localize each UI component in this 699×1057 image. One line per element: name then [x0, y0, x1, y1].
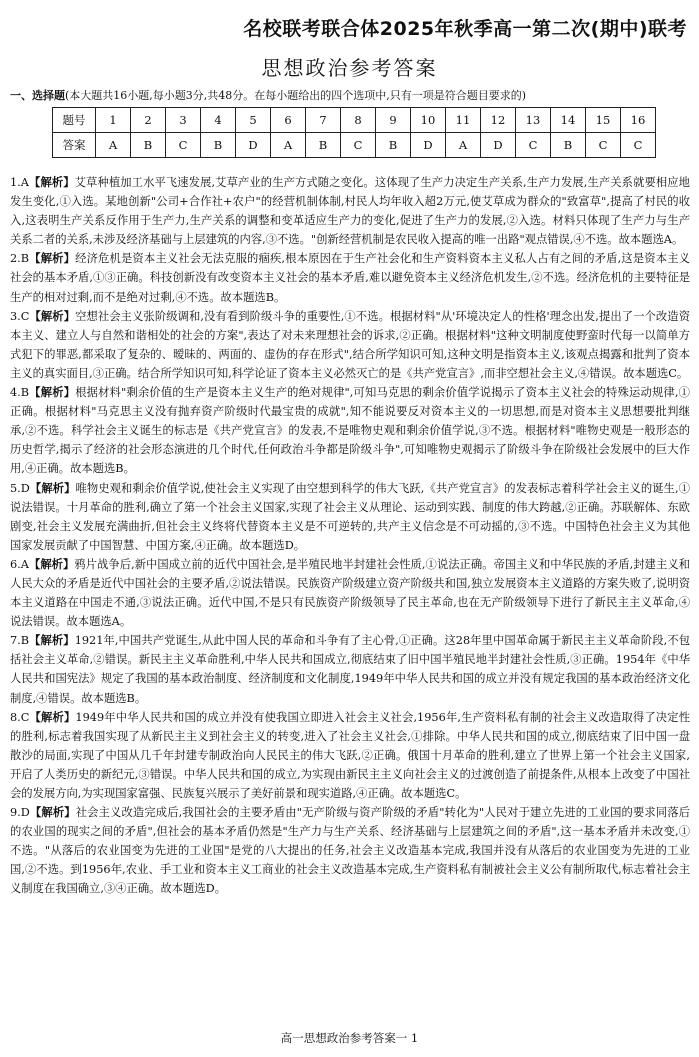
item-lead: 8.C — [10, 710, 30, 724]
item-text: 鸦片战争后,新中国成立前的近代中国社会,是半殖民地半封建社会性质,①说法正确。帝国主义和中华民族的矛盾,封建主义和人民大众的矛盾是近代中国社会的主要矛盾,②说法错误。民族资产阶级建立资产阶级共和国,独立发展资本主义道路的方案失败了,说明资本主义道路在中国走不通,③说法正确。近代中国,不是只有民族资产阶级领导了民主革命,也在无产阶级领导下进行了新民主主义革命,④说法错误。故本题选A。 — [10, 557, 690, 629]
item-text: 1921年,中国共产党诞生,从此中国人民的革命和斗争有了主心骨,①正确。这28年里中国革命属于新民主主义革命阶段,不包括社会主义革命,②错误。新民主主义革命胜利,中华人民共和国成立,彻底结束了旧中国半殖民地半封建社会性质,③正确。1954年《中华人民共和国宪法》规定了我国的基本政治制度、经济制度和文化制度,1949年中华人民共和国的成立并没有规定我国的基本政治经济文化制度,④错误。故本题选B。 — [10, 634, 690, 705]
item-lead: 3.C — [10, 309, 30, 323]
question-number: 2 — [131, 108, 166, 133]
question-number: 4 — [201, 108, 236, 133]
explanation-item — [10, 803, 690, 898]
question-number: 5 — [236, 108, 271, 133]
explanation-item — [10, 307, 690, 383]
answer-table — [52, 107, 656, 158]
section-label: 一、选择题 — [10, 89, 65, 102]
item-text: 经济危机是资本主义社会无法克服的痼疾,根本原因在于生产社会化和生产资料资本主义私人占有之间的矛盾,这是资本主义社会的基本矛盾,①③正确。科技创新没有改变资本主义社会的基本矛盾,难以避免资本主义经济危机发生,②不选。经济危机的主要特征是生产的相对过剩,而不是绝对过剩,④不选。故本题选B。 — [10, 252, 690, 304]
explanation-item — [10, 479, 690, 555]
item-lead: 9.D — [10, 806, 30, 820]
answer-cell: A — [446, 133, 481, 158]
item-lead: 5.D — [10, 481, 30, 495]
item-text: 社会主义改造完成后,我国社会的主要矛盾由"无产阶级与资产阶级的矛盾"转化为"人民对于建立先进的工业国的要求同落后的农业国的现实之间的矛盾",但社会的基本矛盾仍然是"生产力与生产关系、经济基础与上层建筑之间的矛盾",这一基本矛盾并未改变,①不选。"从落后的农业国变为先进的工业国"是党的八大提出的任务,社会主义改造基本完成,我国并没有从落后的农业国变为先进的工业国,②不选。到1956年,农业、手工业和资本主义工商业的社会主义改造基本完成,生产资料私有制被社会主义公有制所取代,标志着社会主义制度在我国确立,③④正确。故本题选D。 — [10, 806, 690, 896]
question-number: 9 — [376, 108, 411, 133]
analysis-tag: 【解析】 — [29, 309, 76, 323]
answer-table-answer-row — [53, 133, 656, 158]
question-number: 13 — [516, 108, 551, 133]
answer-cell: D — [236, 133, 271, 158]
page-title: 思想政治参考答案 — [261, 56, 438, 80]
item-lead: 4.B — [10, 386, 30, 400]
item-text: 1949年中华人民共和国的成立并没有使我国立即进入社会主义社会,1956年,生产资料私有制的社会主义改造取得了决定性的胜利,标志着我国实现了从新民主主义到社会主义的转变,进入了社会主义社会,①排除。中华人民共和国的成立,彻底结束了旧中国一盘散沙的局面,实现了中国从几千年封建专制政治向人民民主的伟大飞跃,②正确。俄国十月革命的胜利,建立了世界上第一个社会主义国家,开启了人类历史的新纪元,③错误。中华人民共和国的成立,为实现由新民主主义向社会主义的过渡创造了前提条件,从根本上改变了中国社会的发展方向,为实现国家富强、民族复兴展示了美好前景和现实道路,④正确。故本题选C。 — [10, 710, 690, 800]
answer-cell: A — [96, 133, 131, 158]
answer-cell: D — [481, 133, 516, 158]
answer-cell: B — [201, 133, 236, 158]
answer-cell: C — [621, 133, 656, 158]
explanation-item — [10, 555, 690, 631]
answer-cell: B — [306, 133, 341, 158]
question-number: 1 — [96, 108, 131, 133]
answer-cell: A — [271, 133, 306, 158]
answer-cell: C — [341, 133, 376, 158]
row-header-answer: 答案 — [53, 133, 96, 158]
analysis-tag: 【解析】 — [29, 252, 76, 266]
question-number: 15 — [586, 108, 621, 133]
question-number: 16 — [621, 108, 656, 133]
question-number: 14 — [551, 108, 586, 133]
item-lead: 6.A — [10, 557, 29, 571]
answer-cell: B — [131, 133, 166, 158]
question-number: 12 — [481, 108, 516, 133]
question-number: 3 — [166, 108, 201, 133]
page-footer: 高一思想政治参考答案一 1 — [280, 1031, 419, 1045]
explanation-item — [10, 249, 690, 306]
answer-cell: C — [166, 133, 201, 158]
section-heading — [10, 87, 526, 103]
item-text: 唯物史观和剩余价值学说,使社会主义实现了由空想到科学的伟大飞跃,《共产党宣言》的发表标志着科学社会主义的诞生,①说法错误。十月革命的胜利,确立了第一个社会主义国家,实现了社会主义从理论、运动到实践、制度的伟大跨越,②正确。苏联解体、东欧剧变,社会主义发展充满曲折,但社会主义终将代替资本主义是不可逆转的,共产主义信念是不可动摇的,③不选。中国特色社会主义为其他国家发展贡献了中国智慧、中国方案,④正确。故本题选D。 — [10, 481, 690, 552]
answer-cell: B — [376, 133, 411, 158]
exam-title: 名校联考联合体2025年秋季高一第二次(期中)联考 — [243, 18, 687, 40]
question-number: 8 — [341, 108, 376, 133]
explanation-list — [10, 173, 690, 899]
answer-cell: D — [411, 133, 446, 158]
answer-cell: C — [516, 133, 551, 158]
answer-table-number-row — [53, 108, 656, 133]
item-text: 空想社会主义张阶级调和,没有看到阶级斗争的重要性,①不选。根据材料"从'环境决定人的性格'理念出发,提出了一个改造资本主义、建立人与自然和谐相处的社会的方案",表达了对未来理想社会的诉求,②正确。根据材料"这种文明制度使野蛮时代每一以简单方式犯下的罪恶,都采取了复杂的、暧昧的、两面的、虚伪的存在形式",结合所学知识可知,这种文明是指资本主义,该观点揭露和批判了资本主义的真实面目,③正确。结合所学知识可知,科学论证了资本主义必然灭亡的是《共产党宣言》,而非空想社会主义,④错误。故本题选C。 — [10, 309, 690, 380]
row-header-number: 题号 — [53, 108, 96, 133]
answer-cell: C — [586, 133, 621, 158]
analysis-tag: 【解析】 — [29, 806, 76, 820]
item-lead: 2.B — [10, 252, 30, 266]
explanation-item — [10, 631, 690, 707]
answer-cell: B — [551, 133, 586, 158]
analysis-tag: 【解析】 — [28, 176, 75, 189]
explanation-item — [10, 383, 690, 478]
question-number: 10 — [411, 108, 446, 133]
analysis-tag: 【解析】 — [28, 557, 75, 571]
item-text: 根据材料"剩余价值的生产是资本主义生产的绝对规律",可知马克思的剩余价值学说揭示了资本主义社会的特殊运动规律,①正确。根据材料"马克思主义没有抛弃资产阶级时代最宝贵的成就",知不能说要反对资本主义的一切思想,而是对资本主义思想要批判继承,②不选。科学社会主义诞生的标志是《共产党宣言》的发表,不是唯物史观和剩余价值学说,③不选。根据材料"唯物史观是一般形态的历史哲学,揭示了经济的社会形态演进的几个时代,任何政治斗争都是阶级斗争",可知唯物史观揭示了阶级斗争在阶级社会发展中的巨大作用,④正确。故本题选B。 — [10, 386, 690, 476]
item-lead: 1.A — [10, 176, 29, 189]
explanation-item — [10, 708, 690, 803]
question-number: 11 — [446, 108, 481, 133]
analysis-tag: 【解析】 — [29, 634, 75, 648]
analysis-tag: 【解析】 — [29, 481, 76, 495]
item-lead: 7.B — [10, 634, 30, 648]
question-number: 6 — [271, 108, 306, 133]
section-note: (本大题共16小题,每小题3分,共48分。在每小题给出的四个选项中,只有一项是符合题目要求的) — [65, 89, 527, 102]
analysis-tag: 【解析】 — [29, 710, 76, 724]
explanation-item — [10, 173, 690, 249]
analysis-tag: 【解析】 — [29, 386, 76, 400]
question-number: 7 — [306, 108, 341, 133]
item-text: 艾草种植加工水平飞速发展,艾草产业的生产方式随之变化。这体现了生产力决定生产关系,生产力发展,生产关系就要相应地发生变化,①入选。某地创新"公司+合作社+农户"的经营机制体制,村民人均年收入超2万元,使艾草成为群众的"致富草",提高了村民的收入,这表明生产关系反作用于生产力,生产关系的调整和变革适应生产力的变化,促进了生产力的发展,②入选。材料只体现了生产力与生产关系二者的关系,未涉及经济基础与上层建筑的内容,③不选。"创新经营机制是农民收入提高的唯一出路"观点错误,④不选。故本题选A。 — [10, 176, 690, 247]
